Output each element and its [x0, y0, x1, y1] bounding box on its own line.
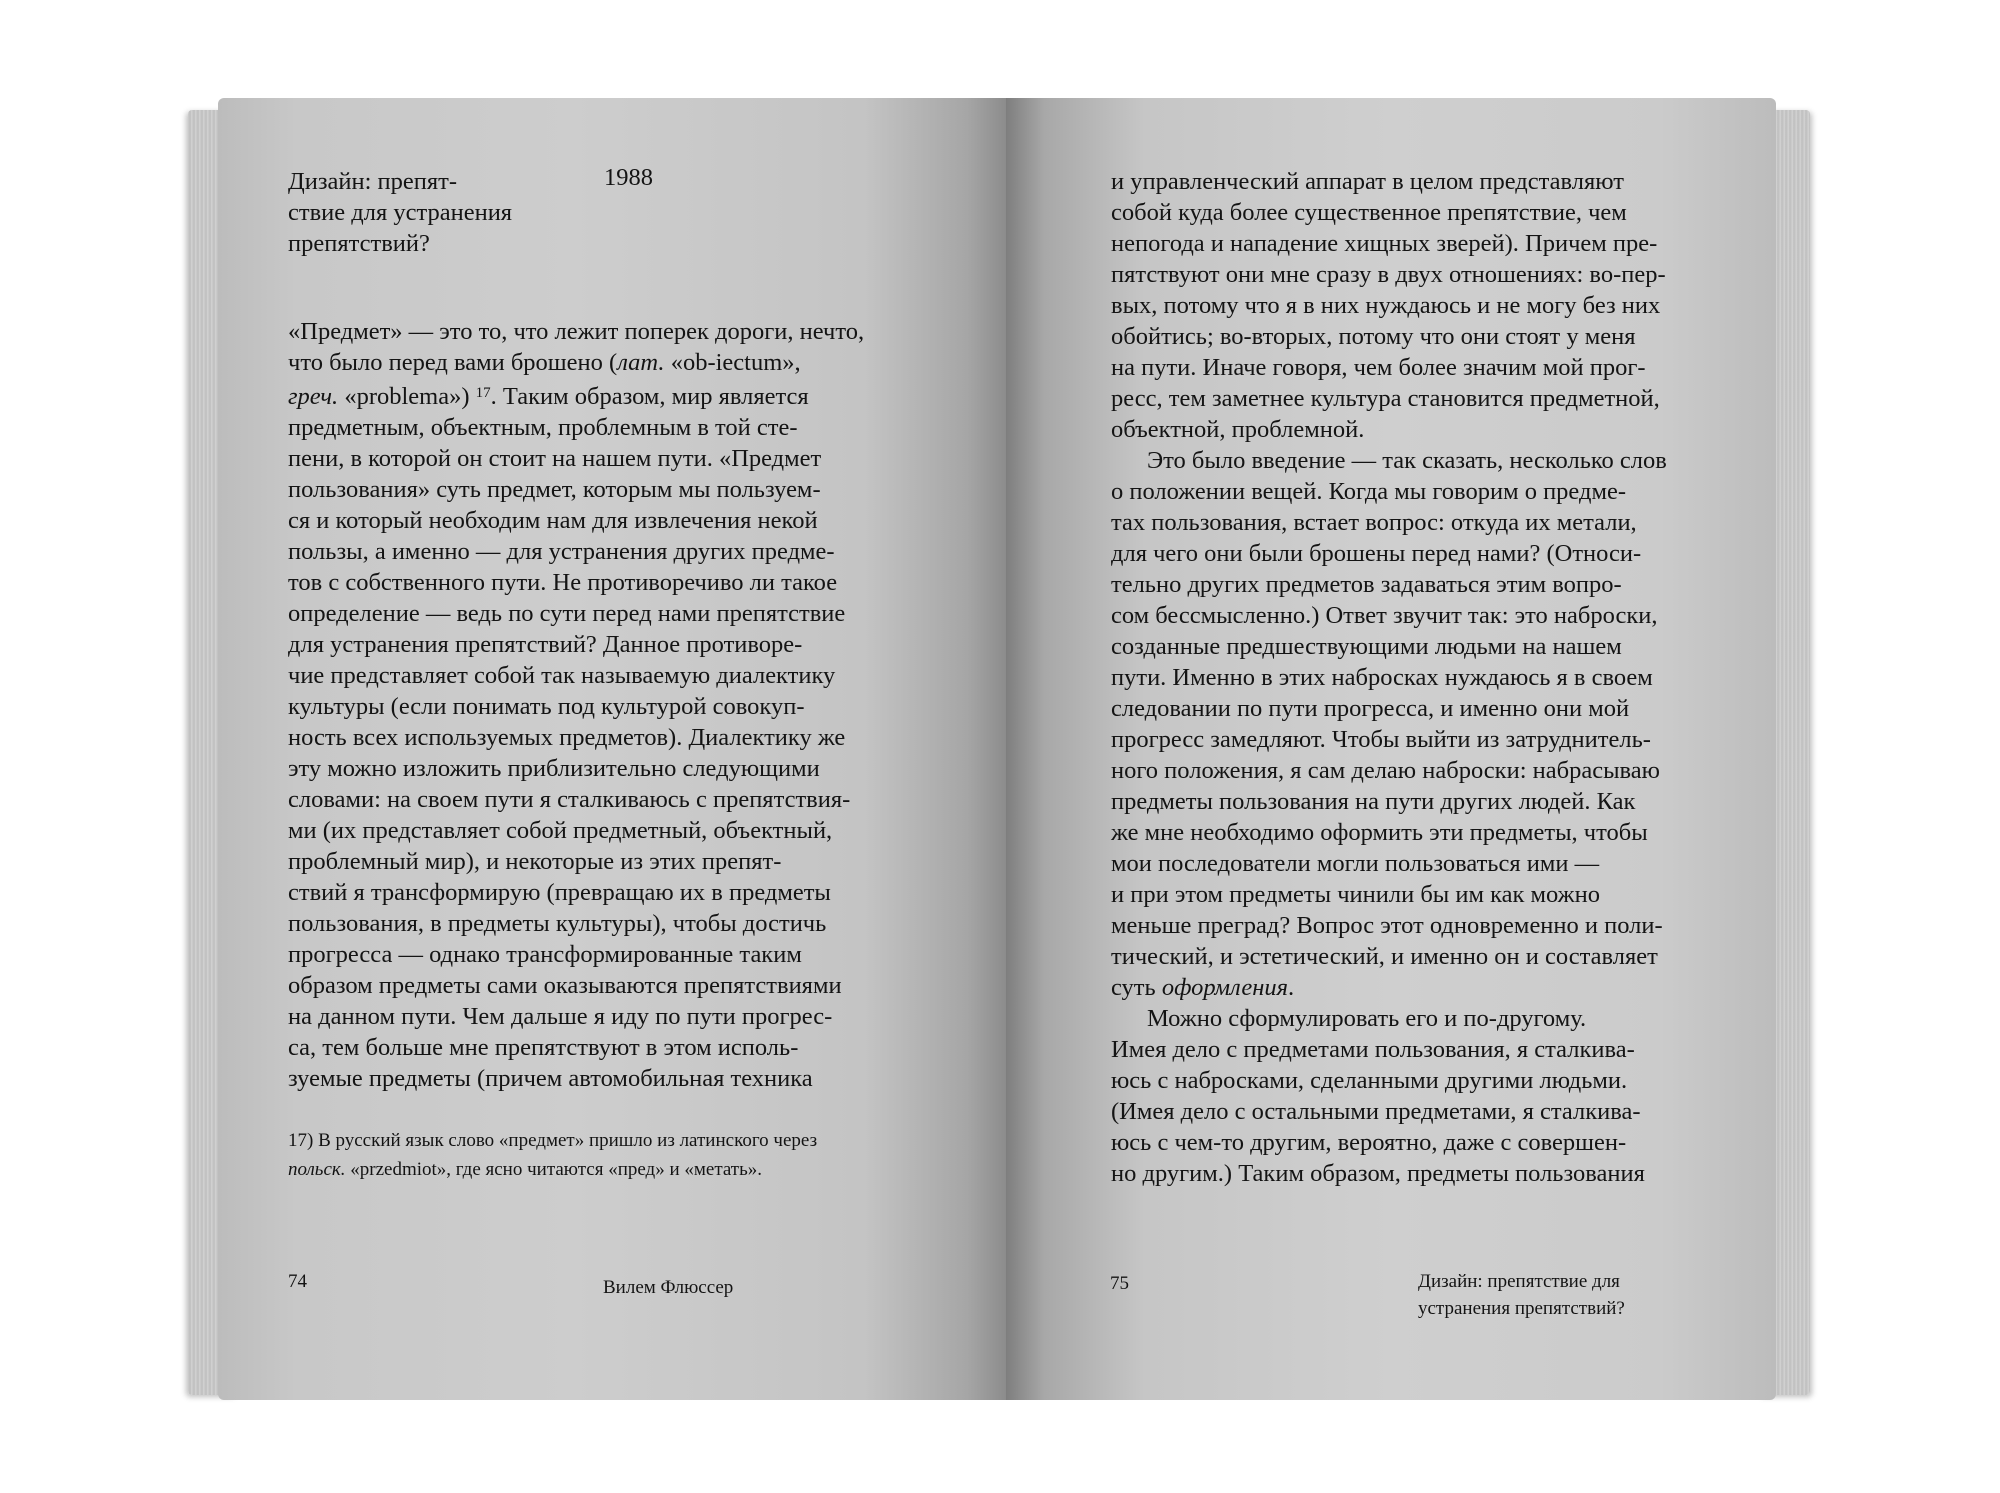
chapter-title [288, 166, 512, 259]
italic-term: польск. [288, 1159, 346, 1180]
text-line: ся и который необходим нам для извлечения некой [288, 507, 818, 534]
text-line: же мне необходимо оформить эти предметы, чтобы [1111, 819, 1648, 846]
text-line: польск. «przedmiot», где ясно читаются «пред» и «метать». [288, 1159, 763, 1180]
text-line: пользования, в предметы культуры), чтобы достичь [288, 910, 827, 937]
footnote-reference: 17 [475, 385, 491, 401]
text-line: зуемые предметы (причем автомобильная техника [288, 1065, 813, 1092]
text-line: на данном пути. Чем дальше я иду по пути прогрес- [288, 1003, 833, 1030]
text-line: пользы, а именно — для устранения других предме- [288, 538, 835, 565]
page-number: 75 [1110, 1273, 1129, 1294]
chapter-title-line: препятствий? [288, 230, 430, 257]
text-line: ми (их представляет собой предметный, объектный, [288, 817, 833, 844]
text-line: ность всех используемых предметов). Диалектику же [288, 724, 846, 751]
text-line: тический, и эстетический, и именно он и составляет [1111, 943, 1658, 970]
text-line: но другим.) Таким образом, предметы пользования [1111, 1160, 1645, 1187]
text-line: определение — ведь по сути перед нами препятствие [288, 600, 846, 627]
italic-term: оформления [1161, 974, 1289, 1001]
text-line: предметным, объектным, проблемным в той сте- [288, 414, 798, 441]
text-line: сом бессмысленно.) Ответ звучит так: это наброски, [1111, 602, 1658, 629]
text-line: пятствуют они мне сразу в двух отношениях: во-пер- [1111, 261, 1666, 288]
text-line: прогресса — однако трансформированные таким [288, 941, 802, 968]
text-line: предметы пользования на пути других людей. Как [1111, 788, 1636, 815]
text-line: 17) В русский язык слово «предмет» пришло из латинского через [288, 1130, 818, 1151]
text-line: греч. «problema») $^{17}$. Таким образом, мир является [288, 383, 809, 410]
text-line: обойтись; во-вторых, потому что они стоят у меня [1111, 323, 1636, 350]
text-line: вых, потому что я в них нуждаюсь и не могу без них [1111, 292, 1661, 319]
text-line: тах пользования, встает вопрос: откуда их метали, [1111, 509, 1637, 536]
text-line: для чего они были брошены перед нами? (Относи- [1111, 540, 1642, 567]
text-line: объектной, проблемной. [1111, 416, 1365, 443]
text-line: эту можно изложить приблизительно следующими [288, 755, 820, 782]
text-line: и при этом предметы чинили бы им как можно [1111, 881, 1600, 908]
text-line: на пути. Иначе говоря, чем более значим мой прог- [1111, 354, 1646, 381]
text-line: Можно сформулировать его и по-другому. [1147, 1005, 1587, 1032]
text-line: следовании по пути прогресса, и именно они мой [1111, 695, 1630, 722]
left-page [218, 98, 1006, 1400]
text-line: непогода и нападение хищных зверей). Причем пре- [1111, 230, 1658, 257]
text-line: ресс, тем заметнее культура становится предметной, [1111, 385, 1660, 412]
text-line: суть оформления. [1111, 974, 1295, 1001]
text-line: образом предметы сами оказываются препятствиями [288, 972, 842, 999]
chapter-title-line: ствие для устранения [288, 199, 513, 226]
text-line: проблемный мир), и некоторые из этих препят- [288, 848, 782, 875]
chapter-year: 1988 [604, 164, 653, 191]
text-line: са, тем больше мне препятствуют в этом исполь- [288, 1034, 799, 1061]
text-line: меньше преград? Вопрос этот одновременно и поли- [1111, 912, 1663, 939]
text-line: (Имея дело с остальными предметами, я сталкива- [1111, 1098, 1641, 1125]
page-number: 74 [288, 1271, 307, 1292]
text-line: Это было введение — так сказать, несколько слов [1147, 447, 1667, 474]
running-footer-title [1418, 1268, 1625, 1322]
text-line: пути. Именно в этих набросках нуждаюсь я в своем [1111, 664, 1653, 691]
text-line: ствий я трансформирую (превращаю их в предметы [288, 879, 831, 906]
italic-term: лат. [617, 349, 665, 376]
text-line: юсь с чем-то другим, вероятно, даже с совершен- [1111, 1129, 1627, 1156]
text-line: о положении вещей. Когда мы говорим о предме- [1111, 478, 1626, 505]
italic-term: греч. [288, 383, 339, 410]
text-line: собой куда более существенное препятствие, чем [1111, 199, 1627, 226]
text-line: юсь с набросками, сделанными другими людьми. [1111, 1067, 1628, 1094]
running-footer-line: устранения препятствий? [1418, 1298, 1625, 1319]
text-line: пользования» суть предмет, которым мы пользуем- [288, 476, 821, 503]
text-line: тов с собственного пути. Не противоречиво ли такое [288, 569, 838, 596]
text-line: Имея дело с предметами пользования, я сталкива- [1111, 1036, 1635, 1063]
text-line: чие представляет собой так называемую диалектику [288, 662, 836, 689]
right-page [1006, 98, 1776, 1400]
running-footer-line: Дизайн: препятствие для [1418, 1271, 1620, 1292]
body-text [1111, 166, 1667, 1189]
text-line: ного положения, я сам делаю наброски: набрасываю [1111, 757, 1660, 784]
chapter-title-line: Дизайн: препят- [288, 168, 458, 195]
body-text [288, 316, 864, 1094]
footnote [288, 1126, 817, 1184]
text-line: для устранения препятствий? Данное противоре- [288, 631, 803, 658]
text-line: тельно других предметов задаваться этим вопро- [1111, 571, 1622, 598]
text-line: что было перед вами брошено (лат. «ob-iectum», [288, 349, 801, 376]
text-line: пени, в которой он стоит на нашем пути. «Предмет [288, 445, 822, 472]
text-line: культуры (если понимать под культурой совокуп- [288, 693, 805, 720]
running-footer-author: Вилем Флюссер [603, 1277, 734, 1298]
text-line: созданные предшествующими людьми на нашем [1111, 633, 1622, 660]
text-line: мои последователи могли пользоваться ими — [1111, 850, 1600, 877]
text-line: «Предмет» — это то, что лежит поперек дороги, нечто, [288, 318, 865, 345]
text-line: прогресс замедляют. Чтобы выйти из затруднитель- [1111, 726, 1651, 753]
text-line: и управленческий аппарат в целом представляют [1111, 168, 1624, 195]
text-line: словами: на своем пути я сталкиваюсь с препятствия- [288, 786, 851, 813]
